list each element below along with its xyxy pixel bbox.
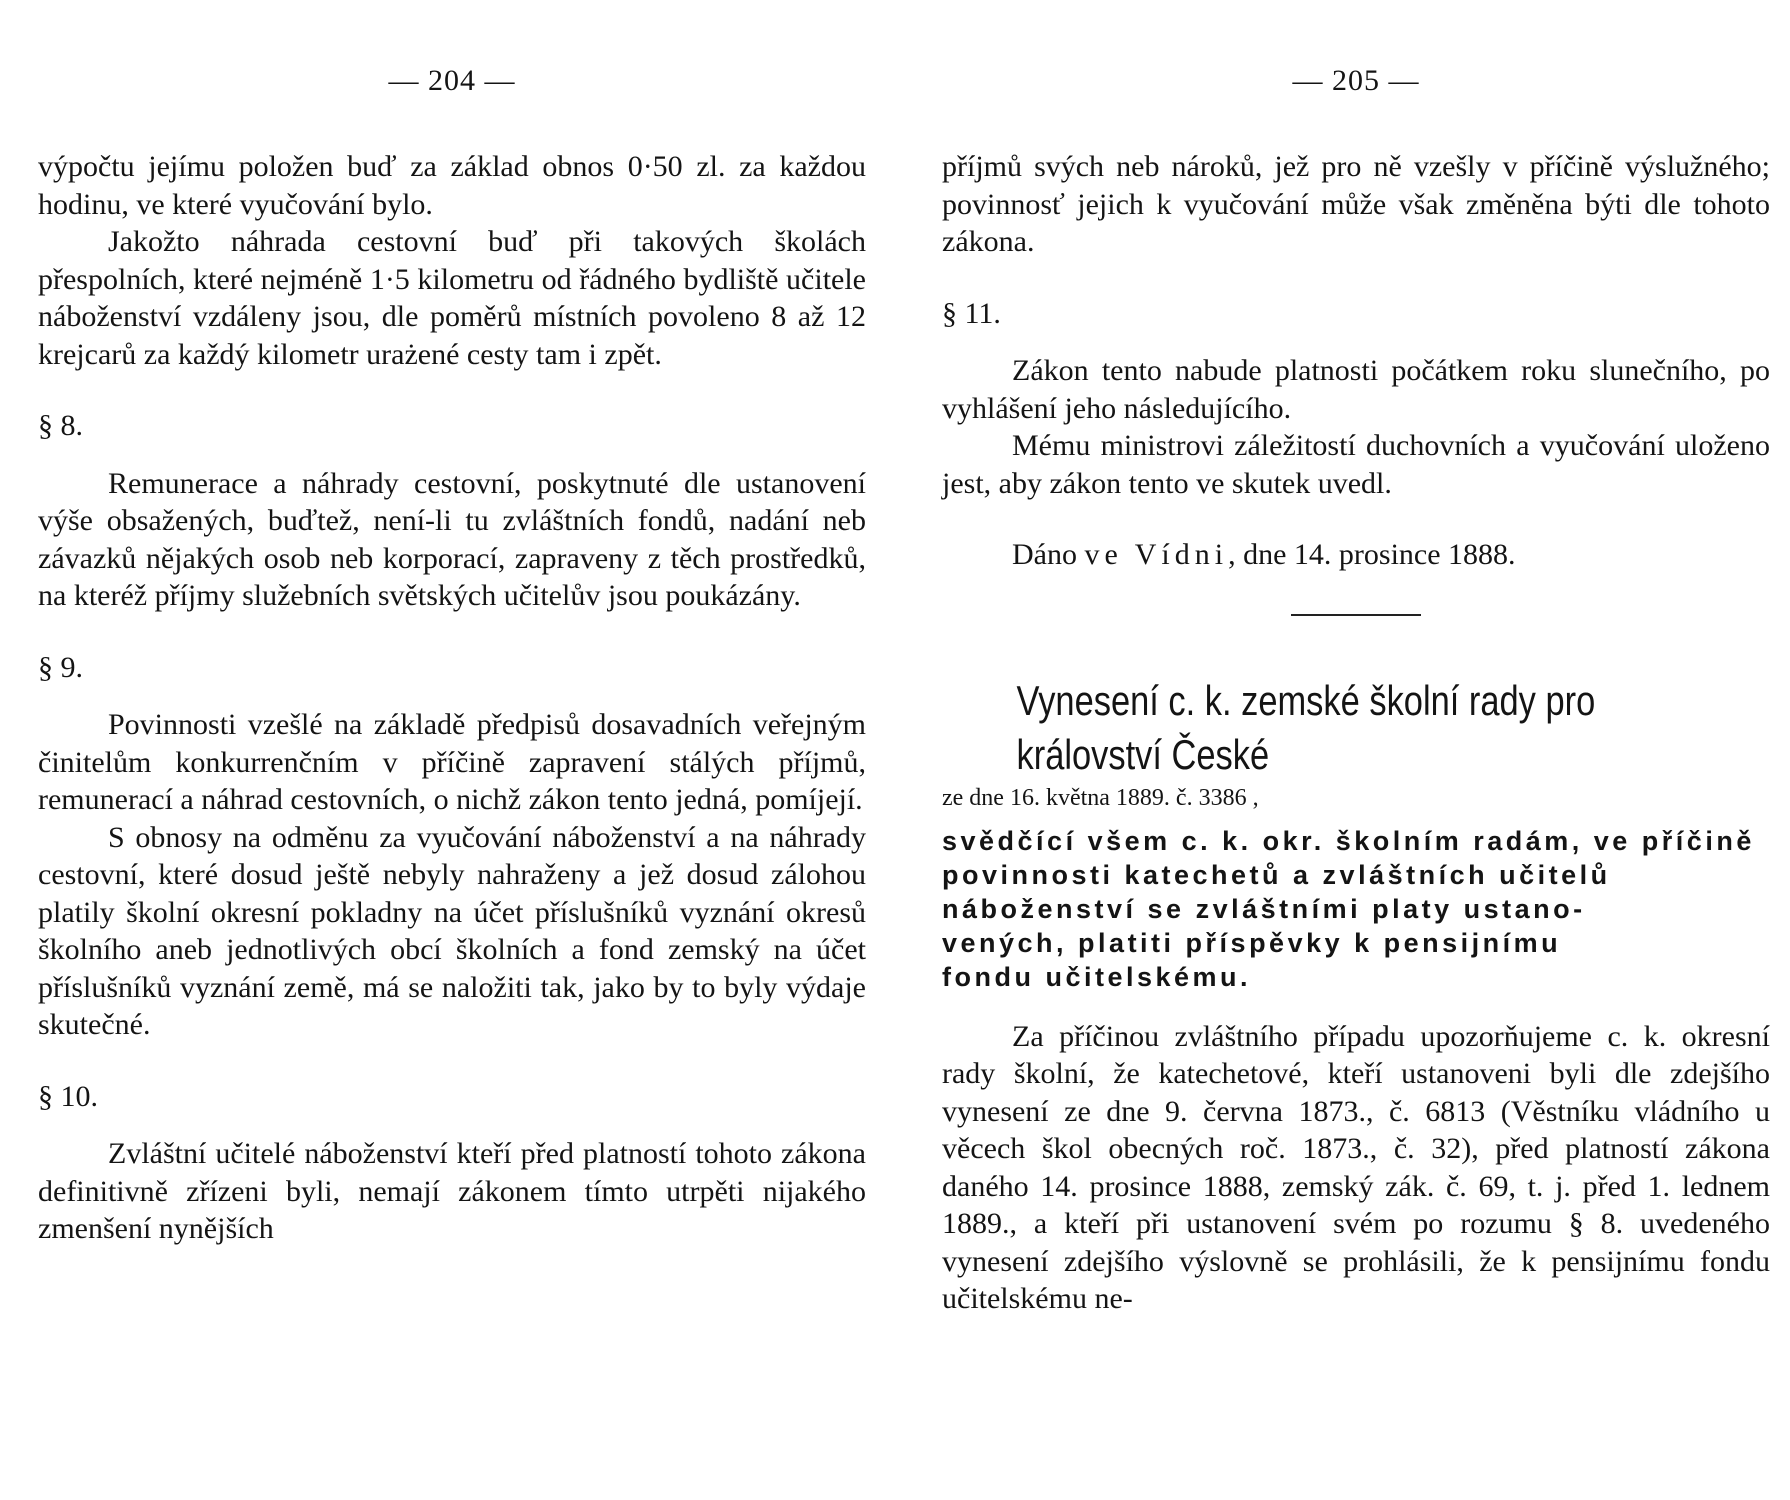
decree-subject-line-2: povinnosti katechetů a zvláštních učitelů — [942, 859, 1611, 890]
section-heading-10: § 10. — [38, 1079, 98, 1113]
left-paragraph-5: S obnosy na odměnu za vyučování náboženství a na náhrady cestovní, které dosud ještě nebyly nahraženy a jež dosud zálohou platily školní okresní pokladny na účet příslušníků vyznání okresů školního aneb jednotlivých obcí školních a fond zemský na účet příslušníků vyznání země, má se naložiti tak, jako by to byly výdaje skutečné. — [38, 820, 866, 1041]
left-page — [38, 0, 866, 1500]
left-paragraph-1: výpočtu jejímu položen buď za základ obnos 0·50 zl. za každou hodinu, ve které vyučování bylo. — [38, 150, 866, 221]
left-paragraph-3: Remunerace a náhrady cestovní, poskytnuté dle ustanovení výše obsažených, buďtež, není-li tu zvláštních fondů, nadání neb závazků nějakých osob neb korporací, zapraveny z těch prostředků, na kteréž příjmy služebních světských učitelův jsou poukázány. — [38, 466, 866, 612]
right-paragraph-2: Zákon tento nabude platnosti počátkem roku slunečního, po vyhlášení jeho následujícího. — [942, 354, 1770, 425]
section-heading-8: § 8. — [38, 409, 83, 442]
given-line — [942, 536, 1770, 574]
decree-subject-line-4: vených, platiti příspěvky k pensijnímu — [942, 927, 1562, 958]
left-paragraph-4: Povinnosti vzešlé na základě předpisů dosavadních veřejným činitelům konkurrenčním v příčině zapravení stálých příjmů, remunerací a náhrad cestovních, o nichž zákon tento jedná, pomíjejí. — [38, 708, 866, 816]
right-paragraph-4: Za příčinou zvláštního případu upozorňujeme c. k. okresní rady školní, že katechetové, kteří ustanoveni byli dle zdejšího vynesení ze dne 9. června 1873., č. 6813 (Věstníku vládního u věcech škol obecných roč. 1873., č. 32), před platností zákona daného 14. prosince 1888, zemský zák. č. 69, t. j. před 1. lednem 1889., a kteří při ustanovení svém po rozumu § 8. uvedeného vynesení zdejšího výslovně se prohlásili, že k pensijnímu fondu učitelskému ne- — [942, 1019, 1770, 1315]
section-heading-11: § 11. — [942, 296, 1001, 330]
section-heading-9: § 9. — [38, 650, 83, 684]
given-prefix: Dáno — [1012, 538, 1085, 571]
right-paragraph-1: příjmů svých neb nároků, jež pro ně vzešly v příčině výslužného; povinnosť jejich k vyučování může však změněna býti dle tohoto zákona. — [942, 150, 1770, 258]
given-place: ve Vídni — [1084, 538, 1229, 571]
right-paragraph-3: Mému ministrovi záležitostí duchovních a vyučování uloženo jest, aby zákon tento ve skutek uvedl. — [942, 429, 1770, 500]
left-paragraph-2: Jakožto náhrada cestovní buď při takových školách přespolních, které nejméně 1·5 kilometru od řádného bydliště učitele náboženství vzdáleny jsou, dle poměrů místních povoleno 8 až 12 krejcarů za každý kilometr urażené cesty tam i zpět. — [38, 225, 866, 371]
given-suffix: , dne 14. prosince 1888. — [1228, 538, 1516, 571]
decree-subject-line-5: fondu učitelskému. — [942, 961, 1252, 992]
left-paragraph-6: Zvláštní učitelé náboženství kteří před platností tohoto zákona definitivně zřízeni byli, nemají zákonem tímto utrpěti nijakého zmenšení nynějších — [38, 1137, 866, 1245]
right-page — [942, 0, 1770, 1500]
decree-title-line-1: Vynesení c. k. zemské školní rady pro — [1016, 676, 1596, 724]
decree-title-line-2: království České — [1016, 730, 1270, 778]
page-number-right: — 205 — — [1292, 64, 1420, 97]
page-number-left: — 204 — — [388, 64, 516, 97]
right-page-text — [942, 148, 1770, 1318]
decree-subject-line-3: náboženství se zvláštními platy ustano- — [942, 893, 1586, 924]
decree-date: ze dne 16. května 1889. č. 3386 , — [942, 784, 1259, 811]
left-page-text — [38, 148, 866, 1248]
decree-subject-line-1: svědčící všem c. k. okr. školním radám, ve příčině — [942, 825, 1755, 856]
